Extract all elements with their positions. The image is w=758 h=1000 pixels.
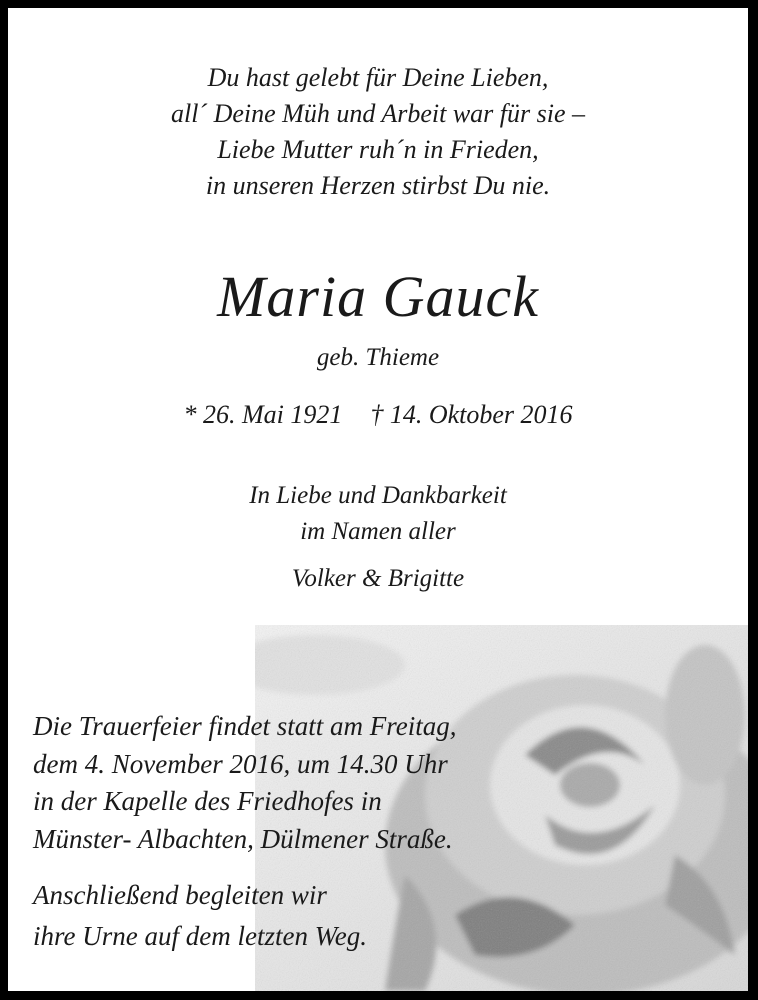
poem-line: Liebe Mutter ruh´n in Frieden,: [217, 135, 539, 164]
mourners-line: In Liebe und Dankbarkeit: [249, 482, 507, 509]
deceased-name: Maria Gauck: [217, 264, 539, 329]
afterwards-line: Anschließend begleiten wir: [33, 880, 327, 910]
ceremony-line: Die Trauerfeier findet statt am Freitag,: [33, 711, 457, 741]
birth-date: * 26. Mai 1921: [183, 400, 343, 429]
ceremony-line: dem 4. November 2016, um 14.30 Uhr: [33, 748, 448, 779]
mourners-text: [8, 478, 748, 550]
death-date: † 14. Oktober 2016: [370, 400, 573, 429]
ceremony-line: Münster- Albachten, Dülmener Straße.: [33, 823, 453, 854]
life-dates: [8, 400, 748, 430]
poem-line: Du hast gelebt für Deine Lieben,: [207, 63, 549, 92]
poem-line: in unseren Herzen stirbst Du nie.: [205, 171, 551, 200]
ceremony-details: [33, 708, 456, 858]
ceremony-line: in der Kapelle des Friedhofes in: [33, 786, 382, 816]
afterwards-line: ihre Urne auf dem letzten Weg.: [33, 921, 367, 951]
mourners-line: im Namen aller: [300, 518, 456, 545]
obituary-notice: [8, 8, 748, 991]
mourners-names: Volker & Brigitte: [291, 565, 465, 592]
maiden-name: geb. Thieme: [316, 344, 440, 371]
poem: [8, 60, 748, 204]
poem-line: all´ Deine Müh und Arbeit war für sie –: [170, 99, 586, 128]
afterwards-text: [33, 875, 367, 957]
